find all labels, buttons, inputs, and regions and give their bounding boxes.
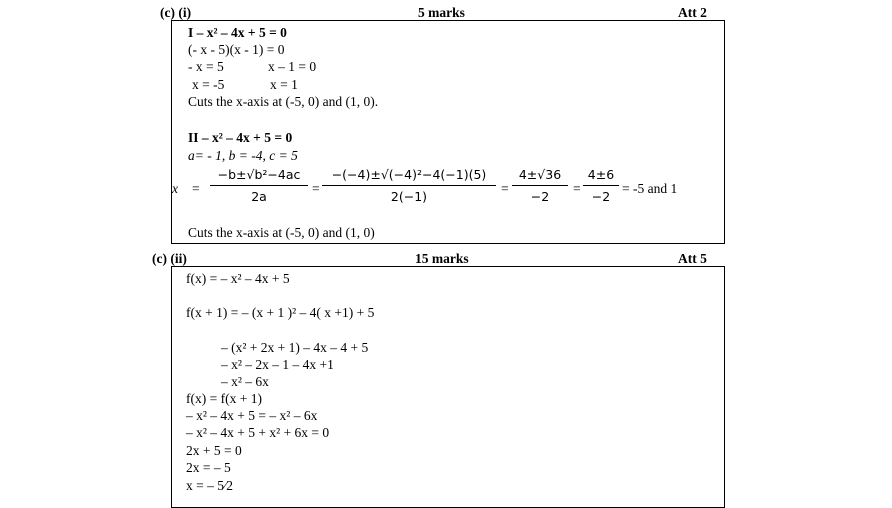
final-fraction <box>583 167 619 204</box>
working-line: x = – 5⁄2 <box>186 478 233 493</box>
method2-line1: II – x² – 4x + 5 = 0 <box>188 130 293 145</box>
method1-line4a: x = -5 <box>192 77 225 92</box>
fraction-numerator: 4±6 <box>583 167 619 186</box>
part2-att: Att 5 <box>678 251 707 266</box>
working-line: 2x + 5 = 0 <box>186 443 242 458</box>
method1-line1: I – x² – 4x + 5 = 0 <box>188 25 287 40</box>
fraction-denominator: −2 <box>591 189 611 204</box>
method2-coefficients: a= - 1, b = -4, c = 5 <box>188 148 298 163</box>
fraction-denominator: −2 <box>530 189 550 204</box>
method1-line3b: x – 1 = 0 <box>268 59 317 74</box>
method2-conclusion: Cuts the x-axis at (-5, 0) and (1, 0) <box>188 225 375 240</box>
part1-title: (c) (i) <box>160 5 192 20</box>
fraction-denominator: 2a <box>251 189 267 204</box>
working-line: f(x) = – x² – 4x + 5 <box>186 271 290 286</box>
working-line: f(x) = f(x + 1) <box>186 391 262 406</box>
working-line: – x² – 4x + 5 + x² + 6x = 0 <box>186 425 330 440</box>
equals-sign: = <box>573 181 581 196</box>
part1-marks: 5 marks <box>418 5 465 20</box>
part2-title: (c) (ii) <box>152 251 187 266</box>
working-line: – (x² + 2x + 1) – 4x – 4 + 5 <box>221 340 369 355</box>
fraction-numerator: −b±√b²−4ac <box>210 167 308 186</box>
equals-sign: = <box>501 181 509 196</box>
working-line: – x² – 2x – 1 – 4x +1 <box>221 357 334 372</box>
method1-line2: (- x - 5)(x - 1) = 0 <box>188 42 285 57</box>
method1-line4b: x = 1 <box>270 77 298 92</box>
equals-sign: = <box>192 181 200 196</box>
fraction-numerator: −(−4)±√(−4)²−4(−1)(5) <box>322 167 496 186</box>
method1-line3a: - x = 5 <box>188 59 224 74</box>
part1-att: Att 2 <box>678 5 707 20</box>
simplified-fraction <box>512 167 568 204</box>
fraction-denominator: 2(−1) <box>390 189 428 204</box>
working-line: 2x = – 5 <box>186 460 231 475</box>
quadratic-formula-fraction <box>210 167 308 204</box>
fraction-numerator: 4±√36 <box>512 167 568 186</box>
method1-conclusion: Cuts the x-axis at (-5, 0) and (1, 0). <box>188 94 379 109</box>
working-line: f(x + 1) = – (x + 1 )² – 4( x +1) + 5 <box>186 305 375 320</box>
working-line: – x² – 6x <box>221 374 269 389</box>
part2-marks: 15 marks <box>415 251 469 266</box>
working-line: – x² – 4x + 5 = – x² – 6x <box>186 408 318 423</box>
method2-x-symbol: x <box>172 181 178 196</box>
substituted-fraction <box>322 167 496 204</box>
roots-result: = -5 and 1 <box>622 181 678 196</box>
equals-sign: = <box>312 181 320 196</box>
